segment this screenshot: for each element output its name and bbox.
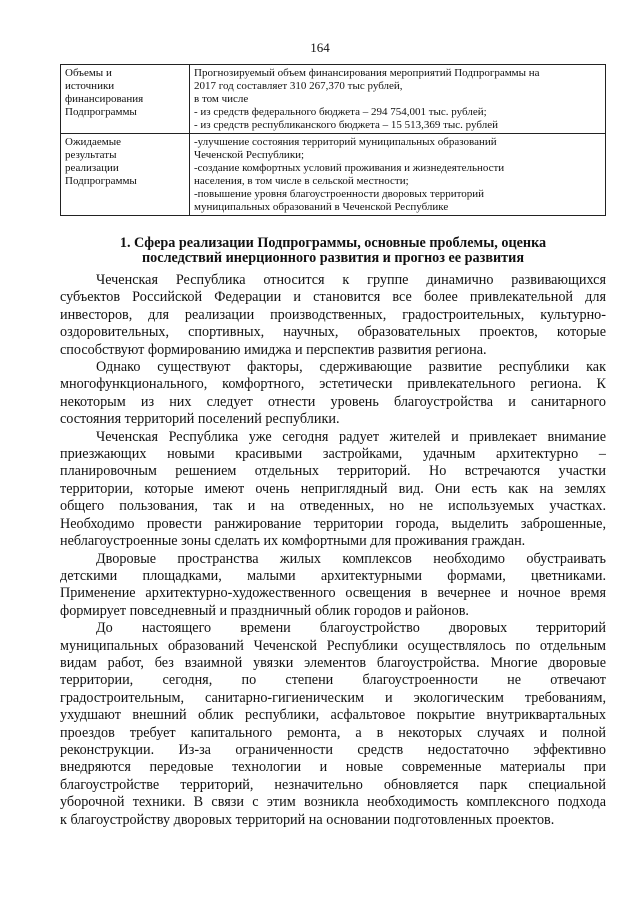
- financing-content-cell: [190, 65, 606, 134]
- table-content-line: -создание комфортных условий проживания и жизнедеятельности: [194, 162, 505, 174]
- paragraph-line: некоторым из них следует отнести уровень благоустройства и санитарного: [60, 393, 606, 410]
- paragraph-line: приезжающих новыми красивыми застройками, удачным архитектурно –: [60, 446, 606, 463]
- paragraph-line: оздоровительных, спортивных, научных, образовательных проектов, которые: [60, 324, 606, 341]
- table-content-line: муниципальных образований в Чеченской Республике: [194, 201, 449, 213]
- paragraph-line: способствуют формированию имиджа и перспектив развития региона.: [60, 341, 487, 358]
- results-content-cell: [190, 134, 606, 216]
- financing-label-cell: [61, 65, 190, 134]
- paragraph-line: внедряются передовые технологии и новые современные материалы при: [60, 759, 606, 776]
- paragraph-line: проездов требует капитального ремонта, а в некоторых случаях и полной: [60, 724, 606, 741]
- paragraph-line: градостроительным, санитарно-гигиеническим и экологическим требованиям,: [60, 689, 606, 706]
- table-label-line: Подпрограммы: [65, 106, 137, 118]
- paragraph-line: благоустройстве территорий, незначительно обновляется парк специальной: [60, 776, 606, 793]
- table-label-line: результаты: [65, 149, 117, 161]
- body-text: [60, 272, 606, 829]
- table-label-line: финансирования: [65, 93, 144, 105]
- section-heading-line: последствий инерционного развития и прогноз ее развития: [142, 250, 524, 266]
- results-label-cell: [61, 134, 190, 216]
- section-heading: [60, 236, 606, 266]
- paragraph-line: детскими площадками, малыми архитектурными формами, цветниками.: [60, 567, 606, 584]
- table-label-line: Объемы и: [65, 67, 112, 79]
- paragraph-line: инвесторов, для реализации производственных, градостроительных, культурно-: [60, 306, 606, 323]
- table-label-line: источники: [65, 80, 115, 92]
- paragraph-line: Необходимо провести ранжирование территории города, выделить заброшенные,: [60, 515, 606, 532]
- table-row: [61, 134, 606, 216]
- subprogram-passport-table: [60, 64, 606, 216]
- table-label-line: Ожидаемые: [65, 136, 122, 148]
- table-content-line: - из средств республиканского бюджета – 15 513,369 тыс. рублей: [194, 119, 498, 131]
- paragraph-line: ухудшают внешний облик республики, асфальтовое покрытие внутриквартальных: [60, 707, 606, 724]
- paragraph-line: многофункционального, комфортного, эстетически привлекательного региона. К: [60, 376, 606, 393]
- paragraph-line: к благоустройству дворовых территорий на основании подготовленных проектов.: [60, 811, 555, 828]
- paragraph-line: состояния территорий поселений республики.: [60, 411, 340, 428]
- paragraph-line: формирует повседневный и праздничный облик городов и районов.: [60, 602, 469, 619]
- paragraph-line: Однако существуют факторы, сдерживающие развитие республики как: [96, 359, 606, 376]
- paragraph-line: территории, сегодня, по степени благоустроенности не отвечают: [60, 672, 606, 689]
- table-content-line: 2017 год составляет 310 267,370 тыс рублей,: [194, 80, 403, 92]
- paragraph-line: реконструкции. Из-за ограниченности средств недостаточно эффективно: [60, 741, 606, 758]
- paragraph-line: До настоящего времени благоустройство дворовых территорий: [96, 620, 606, 637]
- table-content-line: в том числе: [194, 93, 249, 105]
- table-content-line: - из средств федерального бюджета – 294 754,001 тыс. рублей;: [194, 106, 487, 118]
- paragraph: [60, 429, 606, 551]
- paragraph-line: субъектов Российской Федерации и становится все более привлекательной для: [60, 289, 606, 306]
- paragraph-line: Дворовые пространства жилых комплексов необходимо обустраивать: [96, 550, 606, 567]
- page-number: 164: [310, 40, 330, 55]
- paragraph: [60, 359, 606, 429]
- paragraph-line: территории, которые имеют очень неприглядный вид. Они есть как на землях: [60, 480, 606, 497]
- paragraph-line: Применение архитектурно-художественного освещения в вечернее и ночное время: [60, 585, 606, 602]
- table-content-line: -повышение уровня благоустроенности дворовых территорий: [194, 188, 485, 200]
- paragraph-line: общего пользования, так и на отведенных, но не используемых участках.: [60, 498, 606, 515]
- paragraph-line: видам работ, без взаимной увязки элементов благоустройства. Многие дворовые: [60, 654, 606, 671]
- table-label-line: Подпрограммы: [65, 175, 137, 187]
- paragraph: [60, 551, 606, 621]
- table-content-line: населения, в том числе в сельской местности;: [194, 175, 409, 187]
- paragraph-line: муниципальных образований Чеченской Республики осуществлялось по отдельным: [60, 637, 606, 654]
- paragraph-line: планировочным решением отдельных территорий. Но встречаются участки: [60, 463, 606, 480]
- paragraph: [60, 620, 606, 829]
- paragraph-line: неблагоустроенные зоны сделать их комфортными для проживания граждан.: [60, 533, 526, 550]
- paragraph-line: Чеченская Республика относится к группе динамично развивающихся: [96, 272, 606, 288]
- section-heading-line: 1. Сфера реализации Подпрограммы, основные проблемы, оценка: [119, 235, 547, 251]
- paragraph-line: уборочной техники. В связи с этим возникла необходимость комплексного подхода: [60, 794, 606, 811]
- table-content-line: -улучшение состояния территорий муниципальных образований: [194, 136, 497, 148]
- paragraph-line: Чеченская Республика уже сегодня радует жителей и привлекает внимание: [96, 428, 606, 445]
- table-label-line: реализации: [65, 162, 119, 174]
- table-content-line: Прогнозируемый объем финансирования мероприятий Подпрограммы на: [194, 67, 540, 79]
- paragraph: [60, 272, 606, 359]
- table-content-line: Чеченской Республики;: [194, 149, 305, 161]
- table-row: [61, 65, 606, 134]
